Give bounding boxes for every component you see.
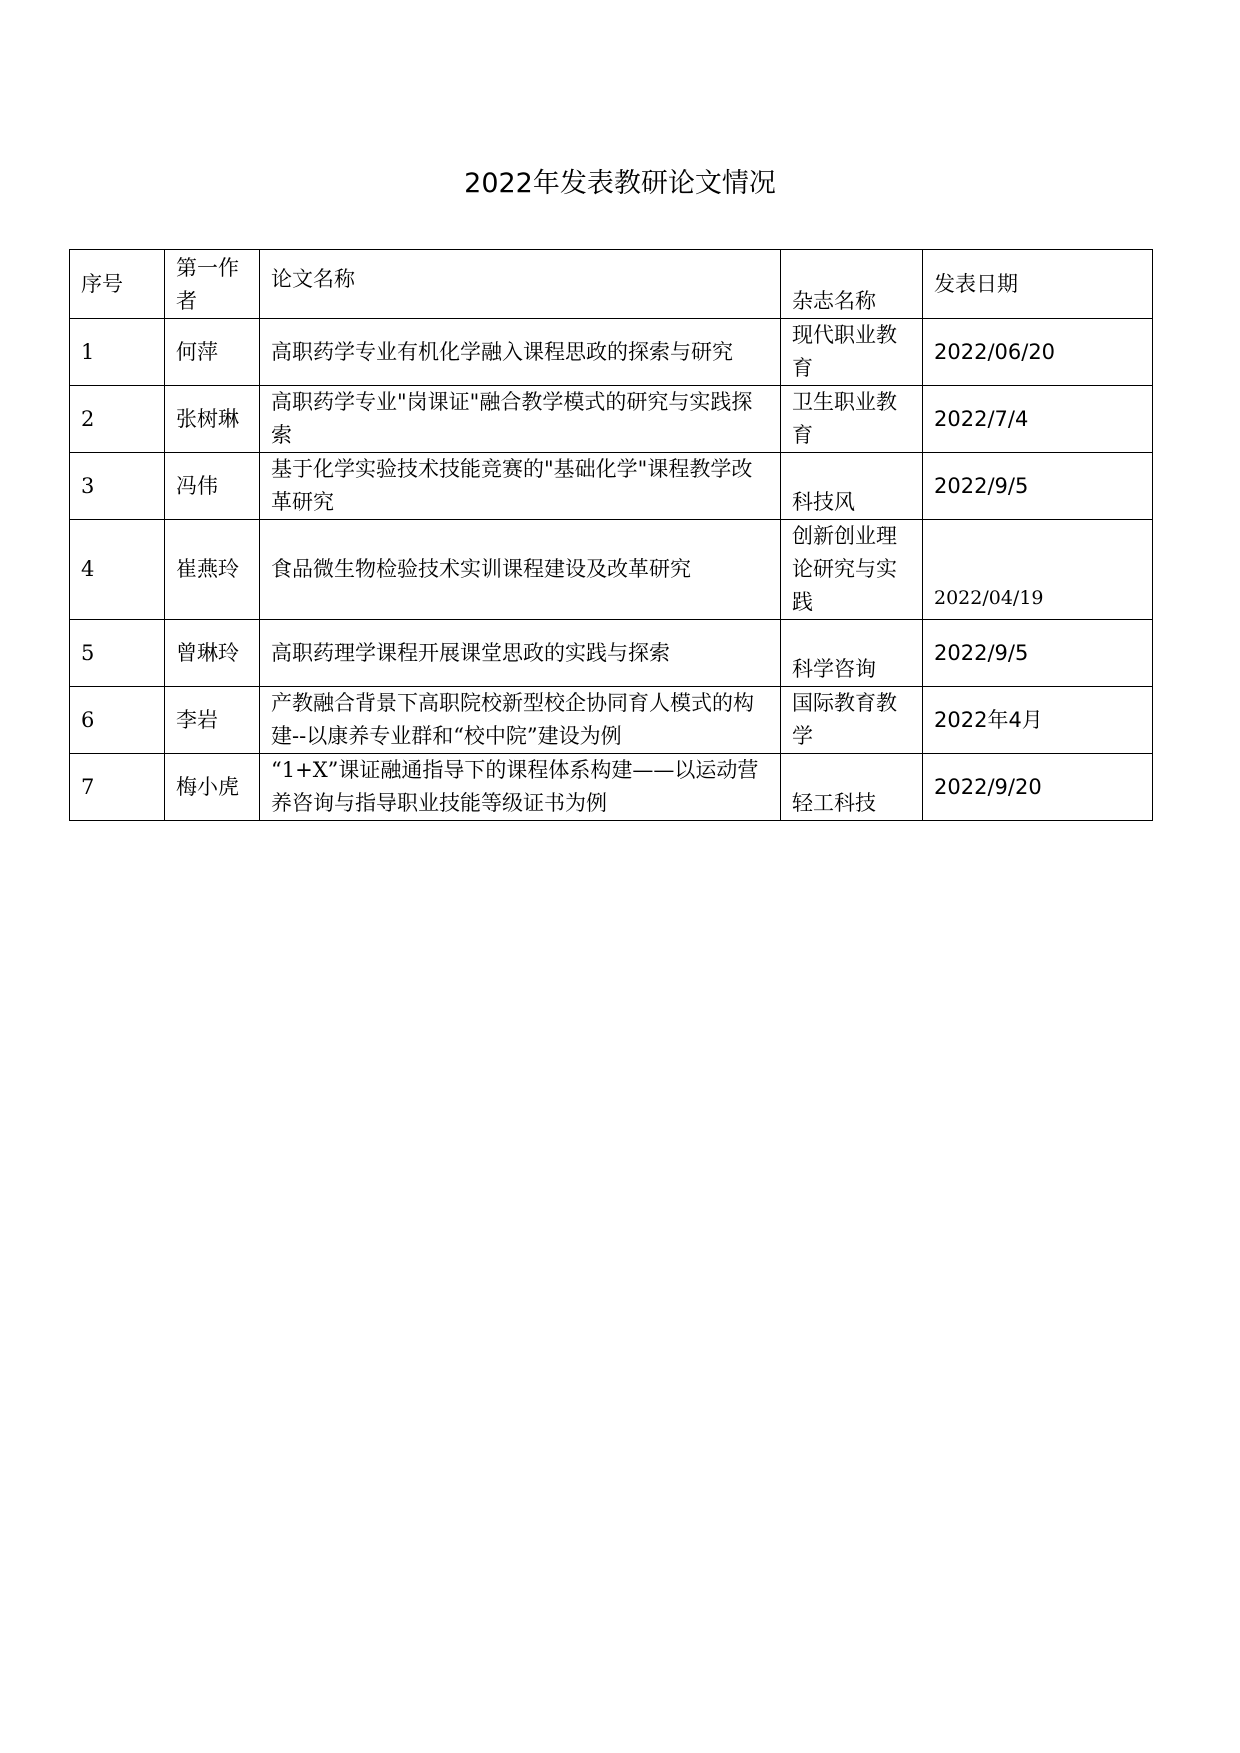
row-title: 基于化学实验技术技能竞赛的"基础化学"课程教学改革研究 <box>260 453 781 520</box>
table-row <box>70 754 1153 821</box>
table-row <box>70 520 1153 620</box>
row-no: 7 <box>70 754 165 821</box>
table-header-row <box>70 250 1153 319</box>
row-no: 4 <box>70 520 165 620</box>
row-journal: 创新创业理论研究与实践 <box>781 520 923 620</box>
row-author: 张树琳 <box>165 386 260 453</box>
row-date: 2022/9/20 <box>923 754 1153 821</box>
table-row <box>70 620 1153 687</box>
row-no: 5 <box>70 620 165 687</box>
row-journal: 科学咨询 <box>781 620 923 687</box>
header-author: 第一作者 <box>165 250 260 319</box>
row-date: 2022/04/19 <box>923 520 1153 620</box>
row-date: 2022/9/5 <box>923 453 1153 520</box>
table-row <box>70 687 1153 754</box>
row-date: 2022/06/20 <box>923 319 1153 386</box>
row-journal: 轻工科技 <box>781 754 923 821</box>
row-title: “1+X”课证融通指导下的课程体系构建——以运动营养咨询与指导职业技能等级证书为例 <box>260 754 781 821</box>
row-no: 1 <box>70 319 165 386</box>
header-journal: 杂志名称 <box>781 250 923 319</box>
header-title: 论文名称 <box>260 250 781 319</box>
row-no: 2 <box>70 386 165 453</box>
row-title: 高职药学专业有机化学融入课程思政的探索与研究 <box>260 319 781 386</box>
row-author: 梅小虎 <box>165 754 260 821</box>
row-no: 6 <box>70 687 165 754</box>
row-author: 李岩 <box>165 687 260 754</box>
row-author: 曾琳玲 <box>165 620 260 687</box>
row-no: 3 <box>70 453 165 520</box>
row-author: 冯伟 <box>165 453 260 520</box>
row-journal: 科技风 <box>781 453 923 520</box>
row-author: 何萍 <box>165 319 260 386</box>
table-row <box>70 453 1153 520</box>
table-row <box>70 319 1153 386</box>
row-title: 食品微生物检验技术实训课程建设及改革研究 <box>260 520 781 620</box>
row-journal: 卫生职业教育 <box>781 386 923 453</box>
table-row <box>70 386 1153 453</box>
header-no: 序号 <box>70 250 165 319</box>
row-date: 2022/7/4 <box>923 386 1153 453</box>
row-date: 2022年4月 <box>923 687 1153 754</box>
row-journal: 国际教育教学 <box>781 687 923 754</box>
papers-table <box>69 249 1153 821</box>
row-journal: 现代职业教育 <box>781 319 923 386</box>
row-title: 高职药学专业"岗课证"融合教学模式的研究与实践探索 <box>260 386 781 453</box>
page-title: 2022年发表教研论文情况 <box>464 168 776 199</box>
row-title: 高职药理学课程开展课堂思政的实践与探索 <box>260 620 781 687</box>
row-author: 崔燕玲 <box>165 520 260 620</box>
row-date: 2022/9/5 <box>923 620 1153 687</box>
row-title: 产教融合背景下高职院校新型校企协同育人模式的构建--以康养专业群和“校中院”建设为例 <box>260 687 781 754</box>
header-date: 发表日期 <box>923 250 1153 319</box>
